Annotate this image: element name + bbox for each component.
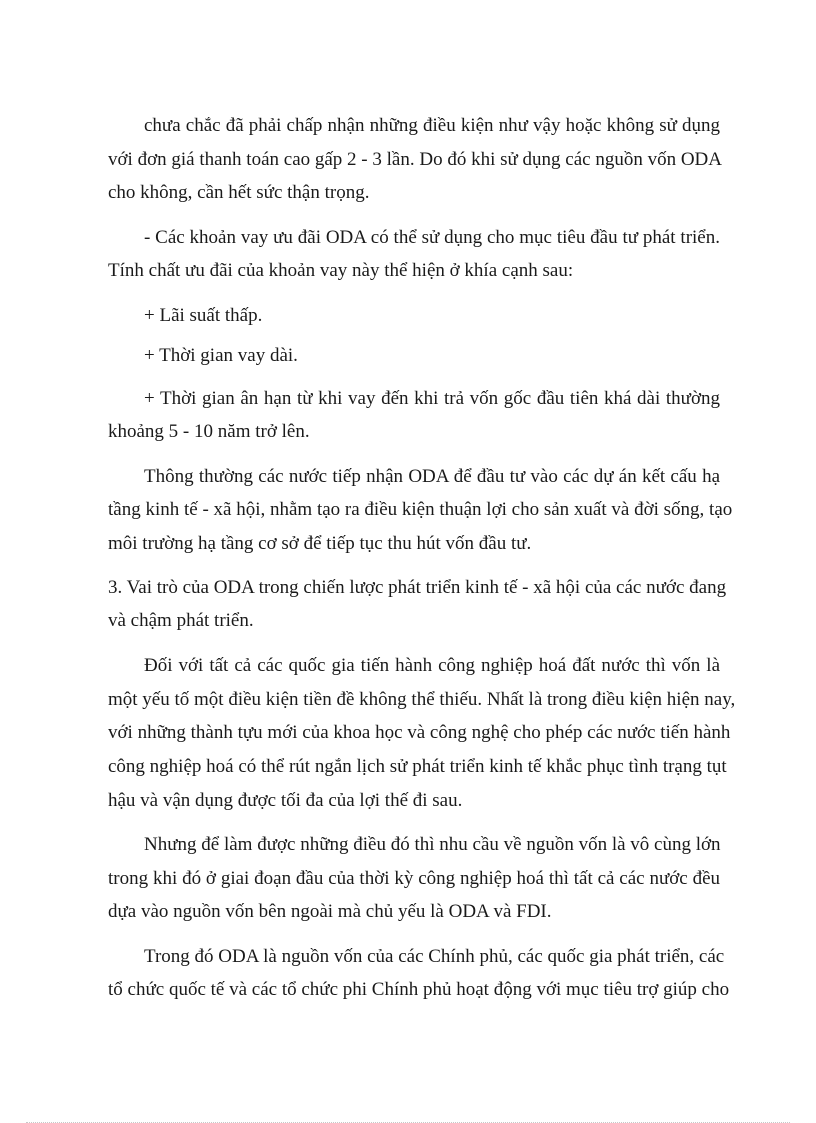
bullet-line: + Thời gian ân hạn từ khi vay đến khi trả vốn gốc đầu tiên khá dài thường <box>144 388 720 409</box>
text-line: cho không, cần hết sức thận trọng. <box>108 182 370 203</box>
text-line: Đối với tất cả các quốc gia tiến hành công nghiệp hoá đất nước thì vốn là <box>144 655 720 676</box>
text-line: tổ chức quốc tế và các tổ chức phi Chính phủ hoạt động với mục tiêu trợ giúp cho <box>108 979 730 1000</box>
text-line: Nhưng để làm được những điều đó thì nhu cầu về nguồn vốn là vô cùng lớn <box>144 834 721 855</box>
text-line: - Các khoản vay ưu đãi ODA có thể sử dụng cho mục tiêu đầu tư phát triển. <box>144 227 720 248</box>
bullet-line: + Lãi suất thấp. <box>144 305 263 326</box>
text-line: công nghiệp hoá có thể rút ngắn lịch sử phát triển kinh tế khắc phục tình trạng tụt <box>108 756 727 777</box>
text-line: trong khi đó ở giai đoạn đầu của thời kỳ công nghiệp hoá thì tất cả các nước đều <box>108 868 720 889</box>
text-line: hậu và vận dụng được tối đa của lợi thế đi sau. <box>108 790 463 811</box>
text-line: một yếu tố một điều kiện tiền đề không thể thiếu. Nhất là trong điều kiện hiện nay, <box>108 689 736 710</box>
text-line: môi trường hạ tầng cơ sở để tiếp tục thu hút vốn đầu tư. <box>108 533 532 554</box>
text-line: với đơn giá thanh toán cao gấp 2 - 3 lần. Do đó khi sử dụng các nguồn vốn ODA <box>108 149 723 170</box>
text-line: Tính chất ưu đãi của khoản vay này thể hiện ở khía cạnh sau: <box>108 260 574 281</box>
section-heading: 3. Vai trò của ODA trong chiến lược phát triển kinh tế - xã hội của các nước đang <box>108 577 727 598</box>
text-line: Thông thường các nước tiếp nhận ODA để đầu tư vào các dự án kết cấu hạ <box>144 466 720 487</box>
bullet-line: + Thời gian vay dài. <box>144 345 298 366</box>
section-heading: và chậm phát triển. <box>108 610 254 631</box>
text-line: dựa vào nguồn vốn bên ngoài mà chủ yếu là ODA và FDI. <box>108 901 552 922</box>
text-line: Trong đó ODA là nguồn vốn của các Chính phủ, các quốc gia phát triển, các <box>144 946 725 967</box>
text-line: tầng kinh tế - xã hội, nhằm tạo ra điều kiện thuận lợi cho sản xuất và đời sống, tạo <box>108 499 733 520</box>
text-line: khoảng 5 - 10 năm trở lên. <box>108 421 310 442</box>
text-line: với những thành tựu mới của khoa học và công nghệ cho phép các nước tiến hành <box>108 722 731 743</box>
text-line: chưa chắc đã phải chấp nhận những điều kiện như vậy hoặc không sử dụng <box>144 115 720 136</box>
